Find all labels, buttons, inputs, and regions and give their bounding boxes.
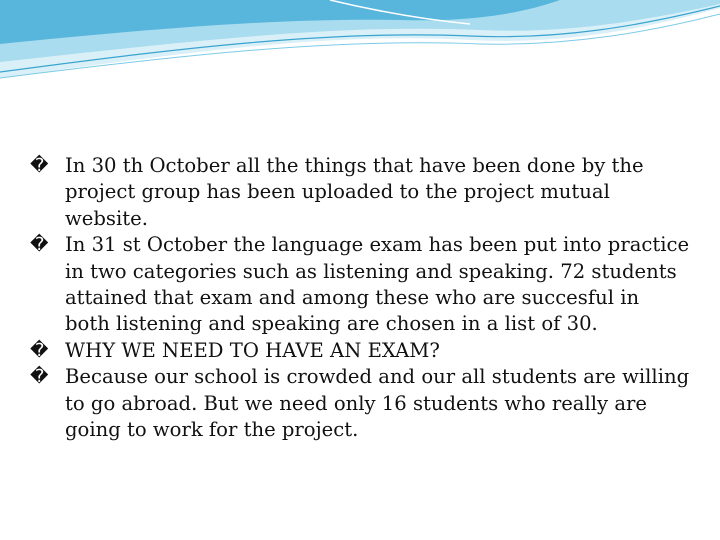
bullet-item-3 [30, 338, 690, 364]
bullet-item-1 [30, 153, 690, 232]
bullet-list [30, 153, 690, 443]
bullet-glyph: � [30, 234, 49, 256]
header-wave-decoration [0, 0, 720, 90]
bullet-text-4: Because our school is crowded and our all students are willing to go abroad. But we need only 16 students who really are going to work for the project. [65, 365, 690, 442]
bullet-glyph: � [30, 155, 49, 176]
bullet-glyph: � [30, 339, 49, 361]
bullet-item-2 [30, 232, 690, 338]
bullet-text-2: In 31 st October the language exam has been put into practice in two categories such as listening and speaking. 72 students attained that exam and among these who are succesful in both listening and speaking are chosen in a list of 30. [65, 233, 690, 336]
bullet-text-3: WHY WE NEED TO HAVE AN EXAM? [65, 338, 440, 362]
bullet-text-1: In 30 th October all the things that have been done by the project group has been uploaded to the project mutual website. [65, 154, 644, 230]
bullet-item-4 [30, 364, 690, 443]
bullet-glyph: � [30, 366, 49, 388]
